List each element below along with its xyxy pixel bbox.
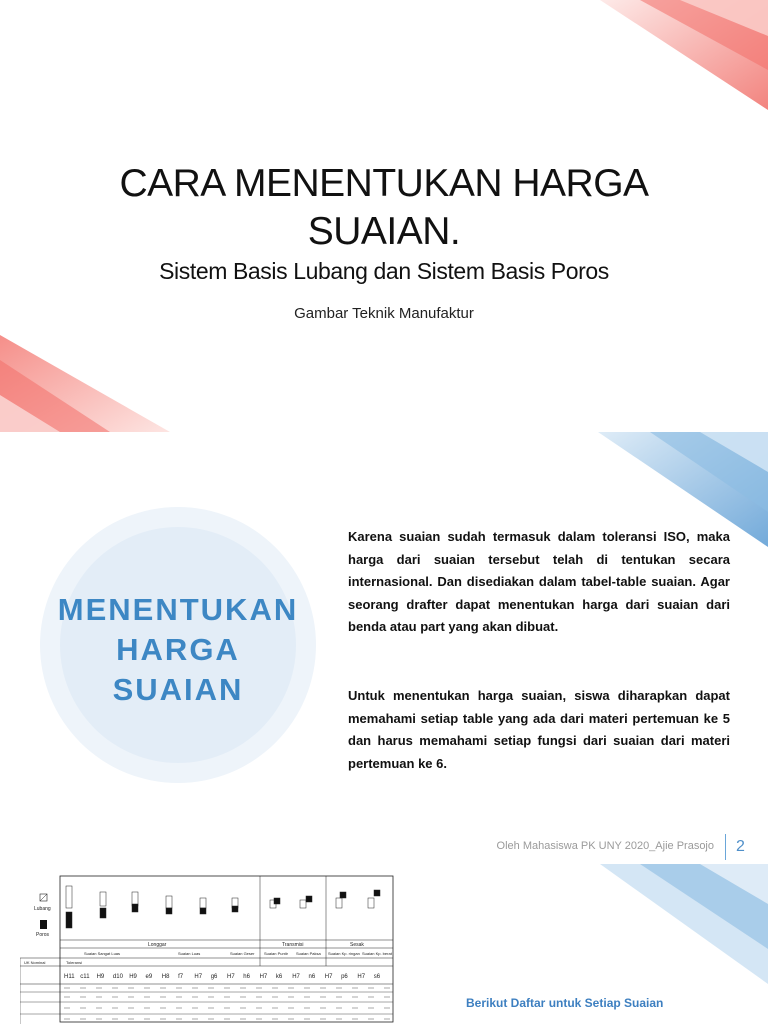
- fit-code: H11: [64, 974, 75, 980]
- legend-shaft-label: Poros: [36, 932, 50, 938]
- circle-heading: [30, 590, 326, 710]
- fit-code: n6: [308, 974, 316, 980]
- subheader-1: Suaian Sangat Luas: [84, 951, 121, 956]
- fit-code: H9: [129, 974, 137, 980]
- page-number: 2: [736, 838, 745, 855]
- subheader-3: Suaian Geser: [230, 951, 255, 956]
- fit-code: H7: [357, 974, 366, 980]
- fit-code: f7: [178, 974, 184, 980]
- slide-explanation: [0, 432, 768, 864]
- fit-code: p6: [341, 974, 348, 980]
- heading-line-3: SUAIAN: [112, 672, 244, 707]
- fit-code: H7: [324, 974, 333, 980]
- fit-code: H9: [96, 974, 105, 980]
- fit-code: H7: [292, 974, 300, 980]
- group-header-transition: Transmisi: [282, 942, 304, 948]
- fit-code: H7: [227, 974, 235, 980]
- slide-subtitle: Sistem Basis Lubang dan Sistem Basis Poros: [159, 258, 609, 284]
- subheader-4: Suaian Puntir: [264, 951, 289, 956]
- tolerance-label: Toleransi: [66, 960, 83, 965]
- slide-title: [0, 0, 768, 432]
- fit-code: d10: [112, 974, 123, 980]
- fit-code: k6: [275, 974, 283, 980]
- fit-code: H7: [259, 974, 268, 980]
- slide-title-text: [0, 160, 768, 256]
- legend-hole-label: Lubang: [34, 906, 51, 912]
- footer-divider: [725, 834, 726, 860]
- title-line-2: SUAIAN.: [307, 210, 461, 253]
- fit-code: c11: [80, 974, 90, 980]
- subheader-2: Suaian Luas: [178, 951, 201, 956]
- heading-line-1: MENENTUKAN: [57, 592, 299, 627]
- fit-code-row: [64, 974, 381, 980]
- slide-fit-table: [0, 864, 768, 1024]
- subheader-6: Suaian Kp. ringan: [328, 951, 360, 956]
- fit-code: H8: [161, 974, 170, 980]
- heading-line-2: HARGA: [116, 632, 240, 667]
- title-line-1: CARA MENENTUKAN HARGA: [119, 162, 649, 205]
- course-name: Gambar Teknik Manufaktur: [294, 305, 474, 322]
- subheader-5: Suaian Paksa: [296, 951, 321, 956]
- fit-code: e9: [145, 974, 153, 980]
- nominal-size-label: UK Nominal: [24, 960, 46, 965]
- fit-code: s6: [373, 974, 381, 980]
- fit-code: H7: [194, 974, 203, 980]
- table-caption: Berikut Daftar untuk Setiap Suaian: [466, 996, 664, 1010]
- group-header-loose: Longgar: [148, 942, 167, 948]
- paragraph-1: Karena suaian sudah termasuk dalam toleransi ISO, maka harga dari suaian tersebut telah di tentukan secara internasional. Dan disediakan dalam tabel-table suaian. Agar seorang drafter dapat menentukan harga dari suaian dari benda atau part yang akan dibuat.: [348, 529, 730, 634]
- group-header-tight: Sesak: [350, 942, 364, 948]
- fit-code: g6: [210, 974, 218, 980]
- fit-code: h6: [243, 974, 250, 980]
- subheader-7: Suaian Kp. berat: [362, 951, 392, 956]
- fit-table-image: [20, 874, 395, 1024]
- slide-footer: Oleh Mahasiswa PK UNY 2020_Ajie Prasojo: [496, 840, 714, 852]
- paragraph-2: Untuk menentukan harga suaian, siswa diharapkan dapat memahami setiap table yang ada dari materi pertemuan ke 5 dan harus memahami setiap fungsi dari suaian dari materi pertemuan ke 6.: [348, 688, 730, 771]
